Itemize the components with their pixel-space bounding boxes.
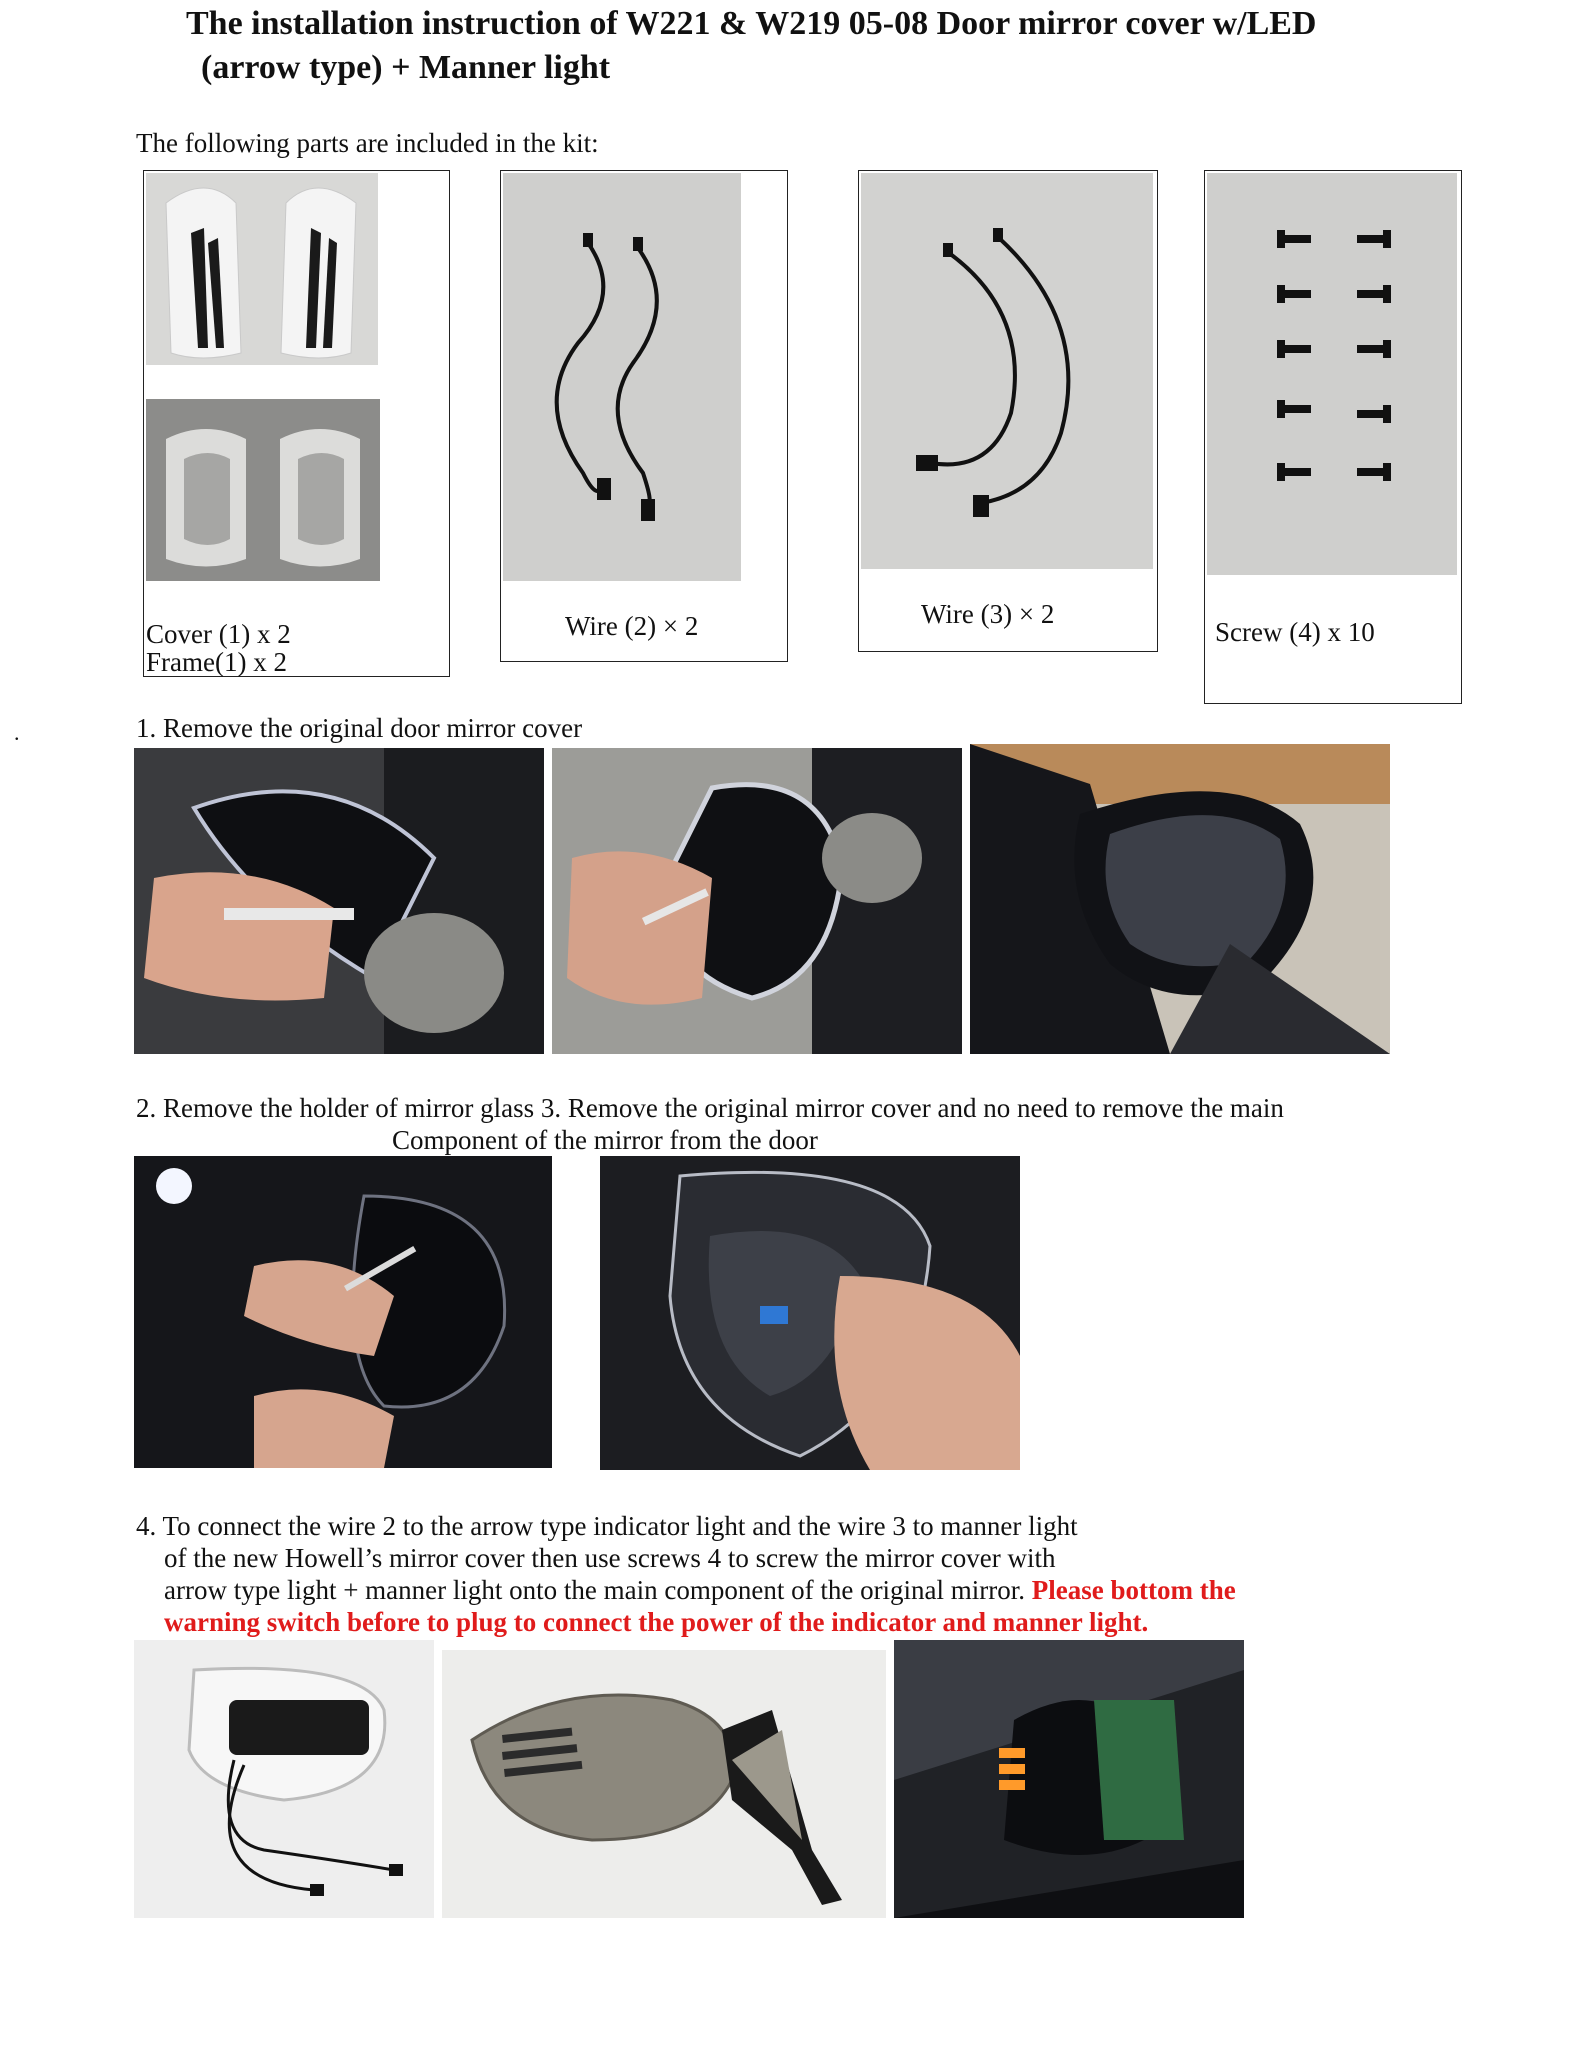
kit-box-cover-frame [143, 170, 450, 677]
step-1-text: 1. Remove the original door mirror cover [136, 713, 583, 743]
kit-box-wire-3 [858, 170, 1158, 652]
step-4-photo-c [894, 1640, 1244, 1918]
step-4-photo-a [134, 1640, 434, 1918]
step-1-photo-b [552, 748, 962, 1054]
cover-caption: Cover (1) x 2 [146, 619, 291, 649]
kit-box-wire-2 [500, 170, 788, 662]
screws-photo [1207, 173, 1457, 575]
step-4-text-line-2: of the new Howell’s mirror cover then use screws 4 to screw the mirror cover with [164, 1543, 1056, 1573]
kit-box-screws [1204, 170, 1462, 704]
frame-caption: Frame(1) x 2 [146, 647, 287, 677]
step-4-text-line-3 [164, 1574, 1236, 1606]
step-1-photo-a [134, 748, 544, 1054]
step-2-photo [134, 1156, 552, 1468]
wire-3-caption: Wire (3) × 2 [921, 599, 1055, 629]
wire-3-photo [861, 173, 1153, 569]
step-4-text-line-3-main: arrow type light + manner light onto the main component of the original mirror. [164, 1575, 1026, 1605]
screw-caption: Screw (4) x 10 [1215, 617, 1375, 647]
step-2-3-text-line-1: 2. Remove the holder of mirror glass 3. Remove the original mirror cover and no need to remove the main [136, 1093, 1284, 1123]
frame-photo [146, 399, 380, 581]
wire-2-photo [503, 173, 741, 581]
wire-2-caption: Wire (2) × 2 [565, 611, 699, 641]
step-1-photo-c [970, 744, 1390, 1054]
document-title [186, 2, 1486, 90]
title-line-1: The installation instruction of W221 & W219 05-08 Door mirror cover w/LED [186, 5, 1317, 42]
title-line-2: (arrow type) + Manner light [201, 49, 611, 86]
step-4-warning-start: Please bottom the [1031, 1575, 1236, 1605]
stray-mark: . [14, 720, 20, 745]
kit-intro: The following parts are included in the kit: [136, 128, 599, 158]
step-4-text-line-1: 4. To connect the wire 2 to the arrow type indicator light and the wire 3 to manner light [136, 1511, 1078, 1541]
step-4-warning: warning switch before to plug to connect the power of the indicator and manner light. [164, 1607, 1149, 1637]
step-3-photo [600, 1156, 1020, 1470]
step-2-3-text-line-2: Component of the mirror from the door [392, 1125, 818, 1155]
cover-photo [146, 173, 378, 365]
step-4-photo-b [442, 1650, 886, 1918]
